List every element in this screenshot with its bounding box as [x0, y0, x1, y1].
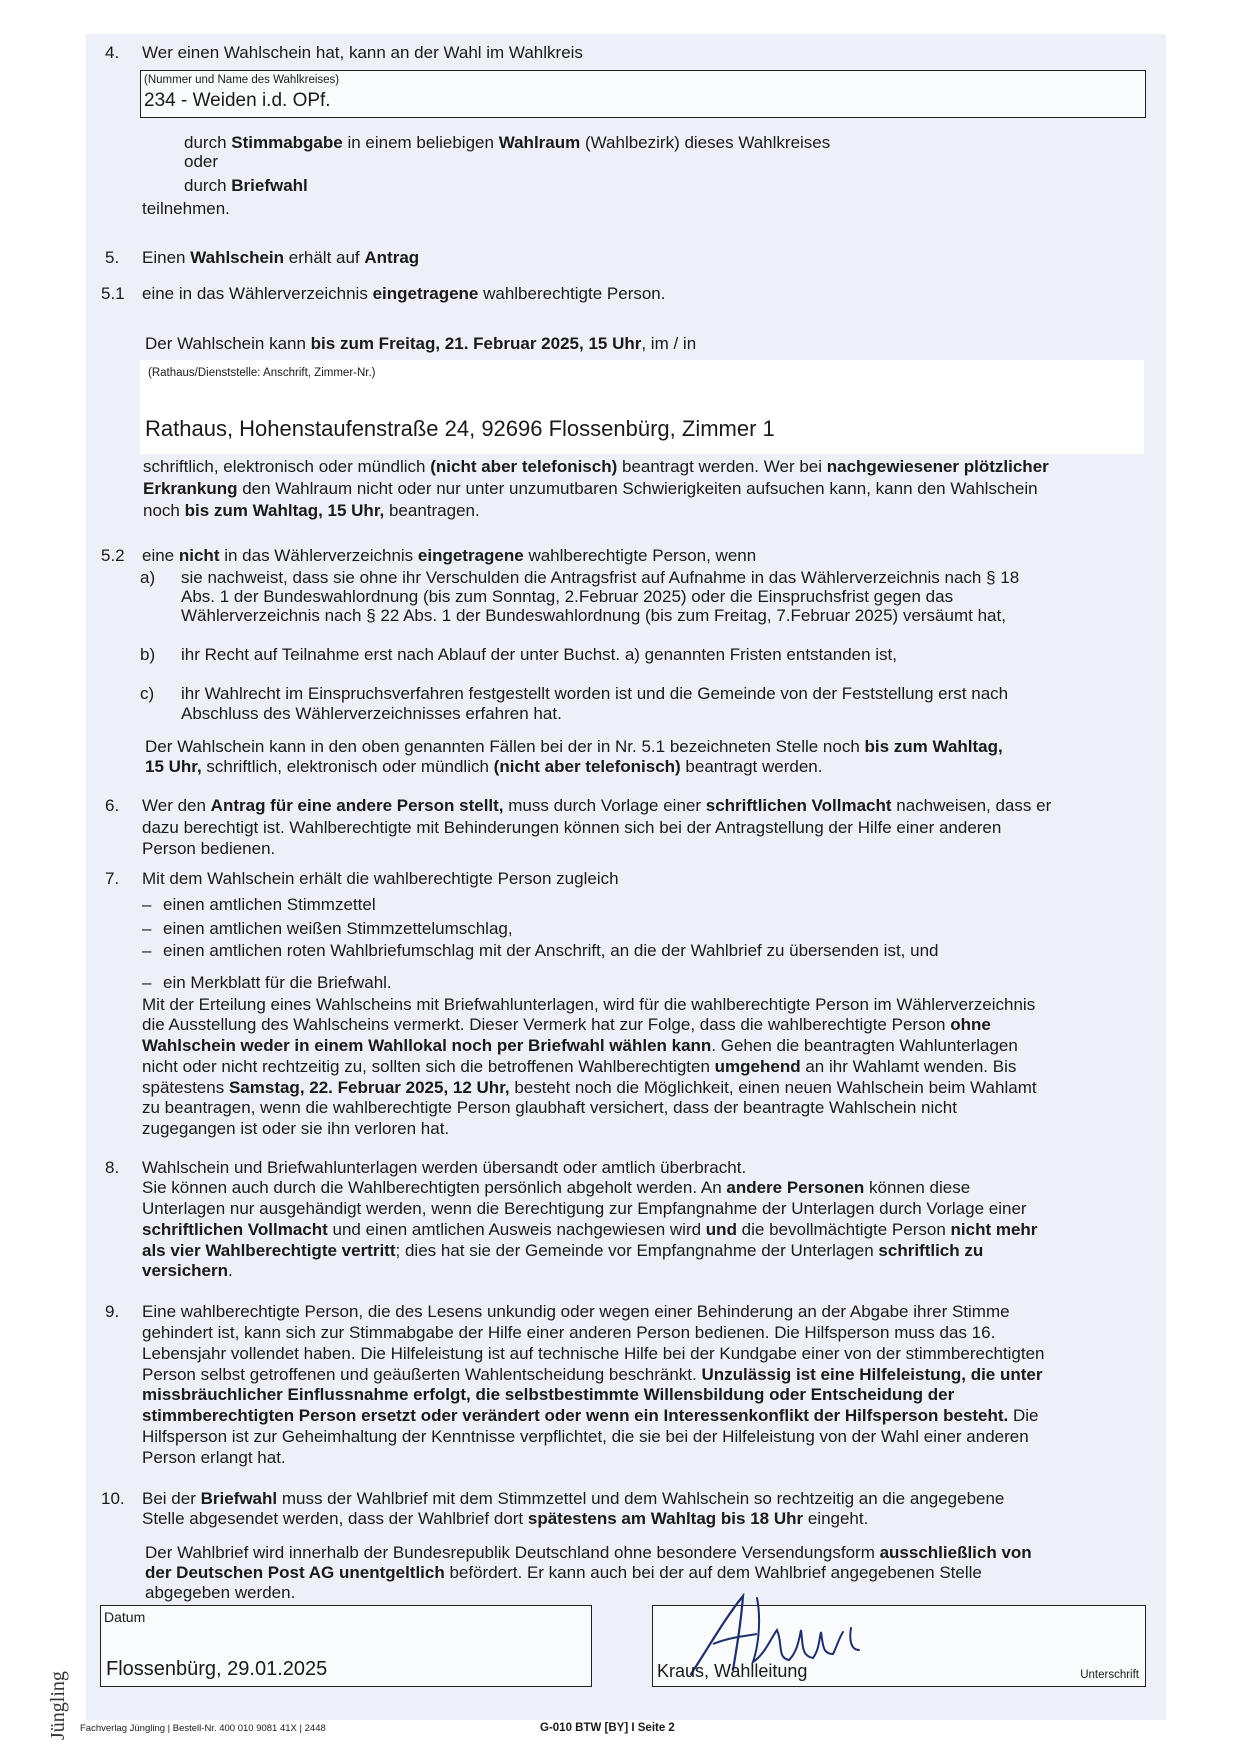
item-a-line-1: sie nachweist, dass sie ohne ihr Verschulden die Antragsfrist auf Aufnahme in das Wählerverzeichnis nach § 18 [181, 568, 1020, 587]
section-9-line-4: Person selbst getroffenen und geäußerten Wahlentscheidung beschränkt. Unzulässig ist eine Hilfeleistung, die unter [142, 1365, 1043, 1384]
list-bullet: – [142, 895, 152, 914]
footer-form-id: G-010 BTW [BY] I Seite 2 [540, 1722, 675, 1734]
section-5-1-rule-line-1: schriftlich, elektronisch oder mündlich (nicht aber telefonisch) beantragt werden. Wer bei nachgewiesener plötzlicher [143, 457, 1049, 476]
item-c-label: c) [140, 684, 155, 703]
section-10-line-2: Stelle abgesendet werden, dass der Wahlbrief dort spätestens am Wahltag bis 18 Uhr eingeht. [142, 1509, 869, 1528]
section-7-para-line-6: zu beantragen, wenn die wahlberechtigte Person glaubhaft versichert, dass der beantragte Wahlschein nicht [142, 1098, 957, 1117]
item-c-line-1: ihr Wahlrecht im Einspruchsverfahren festgestellt worden ist und die Gemeinde von der Feststellung erst nach [181, 684, 1009, 703]
publisher-logo: Jüngling [47, 1671, 69, 1740]
section-5-1-number: 5.1 [101, 284, 125, 303]
section-4-line-3: durch Briefwahl [184, 176, 308, 195]
section-5-heading: Einen Wahlschein erhält auf Antrag [142, 248, 420, 267]
section-5-2-note-line-1: Der Wahlschein kann in den oben genannten Fällen bei der in Nr. 5.1 bezeichneten Stelle noch bis zum Wahltag, [145, 737, 1003, 756]
date-field [100, 1605, 592, 1687]
item-a-label: a) [140, 568, 156, 587]
section-4-number: 4. [105, 43, 120, 62]
section-5-1-deadline: Der Wahlschein kann bis zum Freitag, 21. Februar 2025, 15 Uhr, im / in [145, 334, 697, 353]
section-5-1-heading: eine in das Wählerverzeichnis eingetragene wahlberechtigte Person. [142, 284, 666, 303]
section-7-para-line-2: die Ausstellung des Wahlscheins vermerkt. Dieser Vermerk hat zur Folge, dass die wahlberechtigte Person ohne [142, 1015, 991, 1034]
section-4-line-4: teilnehmen. [142, 199, 230, 218]
section-7-item-1: einen amtlichen Stimmzettel [163, 895, 376, 914]
office-address-field-value: Rathaus, Hohenstaufenstraße 24, 92696 Flossenbürg, Zimmer 1 [145, 416, 775, 441]
section-8-line-1: Wahlschein und Briefwahlunterlagen werden übersandt oder amtlich überbracht. [142, 1158, 747, 1177]
section-7-item-2: einen amtlichen weißen Stimmzettelumschlag, [163, 919, 513, 938]
section-8-line-3: Unterlagen nur ausgehändigt werden, wenn die Berechtigung zur Empfangnahme der Unterlagen durch Vorlage einer [142, 1199, 1027, 1218]
section-7-intro: Mit dem Wahlschein erhält die wahlberechtigte Person zugleich [142, 869, 619, 888]
section-7-para-line-4: nicht oder nicht rechtzeitig zu, sollten sich die betroffenen Wahlberechtigten umgehend an ihr Wahlamt wenden. Bis [142, 1057, 1017, 1076]
item-c-line-2: Abschluss des Wählerverzeichnisses erfahren hat. [181, 704, 562, 723]
wahlkreis-field-value: 234 - Weiden i.d. OPf. [144, 90, 331, 111]
office-address-field [140, 360, 1144, 454]
section-4-line-1: durch Stimmabgabe in einem beliebigen Wahlraum (Wahlbezirk) dieses Wahlkreises [184, 133, 831, 152]
list-bullet: – [142, 973, 152, 992]
signature-label: Unterschrift [1080, 1669, 1139, 1681]
item-b-label: b) [140, 645, 156, 664]
section-9-line-7: Hilfsperson ist zur Geheimhaltung der Kenntnisse verpflichtet, die sie bei der Hilfeleistung von der Wahl einer anderen [142, 1427, 1029, 1446]
section-7-para-line-1: Mit der Erteilung eines Wahlscheins mit Briefwahlunterlagen, wird für die wahlberechtigte Person im Wählerverzeichnis [142, 995, 1036, 1014]
item-b-line-1: ihr Recht auf Teilnahme erst nach Ablauf der unter Buchst. a) genannten Fristen entstanden ist, [181, 645, 898, 664]
section-10-para-line-2: der Deutschen Post AG unentgeltlich befördert. Er kann auch bei der auf dem Wahlbrief angegebenen Stelle [145, 1563, 982, 1582]
section-8-line-4: schriftlichen Vollmacht und einen amtlichen Ausweis nachgewiesen wird und die bevollmächtigte Person nicht mehr [142, 1220, 1038, 1239]
section-8-number: 8. [105, 1158, 120, 1177]
section-8-line-6: versichern. [142, 1261, 233, 1280]
section-8-line-5: als vier Wahlberechtigte vertritt; dies hat sie der Gemeinde vor Empfangnahme der Unterlagen schriftlich zu [142, 1241, 984, 1260]
section-10-number: 10. [101, 1489, 125, 1508]
section-9-line-6: stimmberechtigten Person ersetzt oder verändert oder wenn ein Interessenkonflikt der Hilfsperson besteht. Die [142, 1406, 1039, 1425]
section-5-1-rule-line-2: Erkrankung den Wahlraum nicht oder nur unter unzumutbaren Schwierigkeiten aufsuchen kann, kann den Wahlschein [143, 479, 1038, 498]
section-5-number: 5. [105, 248, 120, 267]
section-9-number: 9. [105, 1302, 120, 1321]
section-9-line-2: gehindert ist, kann sich zur Stimmabgabe der Hilfe einer anderen Person bedienen. Die Hilfsperson muss das 16. [142, 1323, 996, 1342]
item-a-line-2: Abs. 1 der Bundeswahlordnung (bis zum Sonntag, 2.Februar 2025) oder die Einspruchsfrist gegen das [181, 587, 954, 606]
list-bullet: – [142, 941, 152, 960]
section-9-line-3: Lebensjahr vollendet haben. Die Hilfeleistung ist auf technische Hilfe bei der Kundgabe einer von der stimmberechtigten [142, 1344, 1045, 1363]
section-7-item-3: einen amtlichen roten Wahlbriefumschlag mit der Anschrift, an die der Wahlbrief zu übersenden ist, und [163, 941, 939, 960]
section-7-para-line-3: Wahlschein weder in einem Wahllokal noch per Briefwahl wählen kann. Gehen die beantragten Wahlunterlagen [142, 1036, 1018, 1055]
footer-publisher-info: Fachverlag Jüngling | Bestell-Nr. 400 010 9081 41X | 2448 [80, 1723, 326, 1734]
section-5-1-rule-line-3: noch bis zum Wahltag, 15 Uhr, beantragen. [143, 501, 480, 520]
list-bullet: – [142, 919, 152, 938]
section-5-2-number: 5.2 [101, 546, 125, 565]
section-4-line-2: oder [184, 152, 219, 171]
section-5-2-heading: eine nicht in das Wählerverzeichnis eingetragene wahlberechtigte Person, wenn [142, 546, 757, 565]
section-10-line-1: Bei der Briefwahl muss der Wahlbrief mit dem Stimmzettel und dem Wahlschein so rechtzeitig an die angegebene [142, 1489, 1005, 1508]
section-7-para-line-7: zugegangen ist oder sie ihn verloren hat. [142, 1119, 450, 1138]
section-4-intro: Wer einen Wahlschein hat, kann an der Wahl im Wahlkreis [142, 43, 583, 62]
section-9-line-8: Person erlangt hat. [142, 1448, 286, 1467]
item-a-line-3: Wählerverzeichnis nach § 22 Abs. 1 der Bundeswahlordnung (bis zum Freitag, 7.Februar 2025) versäumt hat, [181, 606, 1006, 625]
section-6-line-3: Person bedienen. [142, 839, 276, 858]
section-6-line-1: Wer den Antrag für eine andere Person stellt, muss durch Vorlage einer schriftlichen Vollmacht nachweisen, dass er [142, 796, 1052, 815]
section-7-item-4: ein Merkblatt für die Briefwahl. [163, 973, 392, 992]
wahlkreis-field-label: (Nummer und Name des Wahlkreises) [144, 74, 340, 86]
section-9-line-1: Eine wahlberechtigte Person, die des Lesens unkundig oder wegen einer Behinderung an der Abgabe ihrer Stimme [142, 1302, 1010, 1321]
signer-name: Kraus, Wahlleitung [657, 1661, 808, 1681]
section-8-line-2: Sie können auch durch die Wahlberechtigten persönlich abgeholt werden. An andere Personen können diese [142, 1178, 971, 1197]
section-9-line-5: missbräuchlicher Einflussnahme erfolgt, die selbstbestimmte Willensbildung oder Entscheidung der [142, 1385, 955, 1404]
date-field-value: Flossenbürg, 29.01.2025 [106, 1658, 328, 1680]
wahlkreis-field [140, 70, 1146, 118]
section-6-number: 6. [105, 796, 120, 815]
section-10-para-line-1: Der Wahlbrief wird innerhalb der Bundesrepublik Deutschland ohne besondere Versendungsform ausschließlich von [145, 1543, 1032, 1562]
section-10-para-line-3: abgegeben werden. [145, 1583, 296, 1602]
signature-field [652, 1605, 1146, 1687]
section-7-number: 7. [105, 869, 120, 888]
office-address-field-label: (Rathaus/Dienststelle: Anschrift, Zimmer-Nr.) [148, 367, 376, 379]
section-5-2-note-line-2: 15 Uhr, schriftlich, elektronisch oder mündlich (nicht aber telefonisch) beantragt werden. [145, 757, 823, 776]
date-field-label: Datum [104, 1609, 146, 1625]
section-6-line-2: dazu berechtigt ist. Wahlberechtigte mit Behinderungen können sich bei der Antragstellung der Hilfe einer anderen [142, 818, 1002, 837]
section-7-para-line-5: spätestens Samstag, 22. Februar 2025, 12 Uhr, besteht noch die Möglichkeit, einen neuen Wahlschein beim Wahlamt [142, 1078, 1037, 1097]
